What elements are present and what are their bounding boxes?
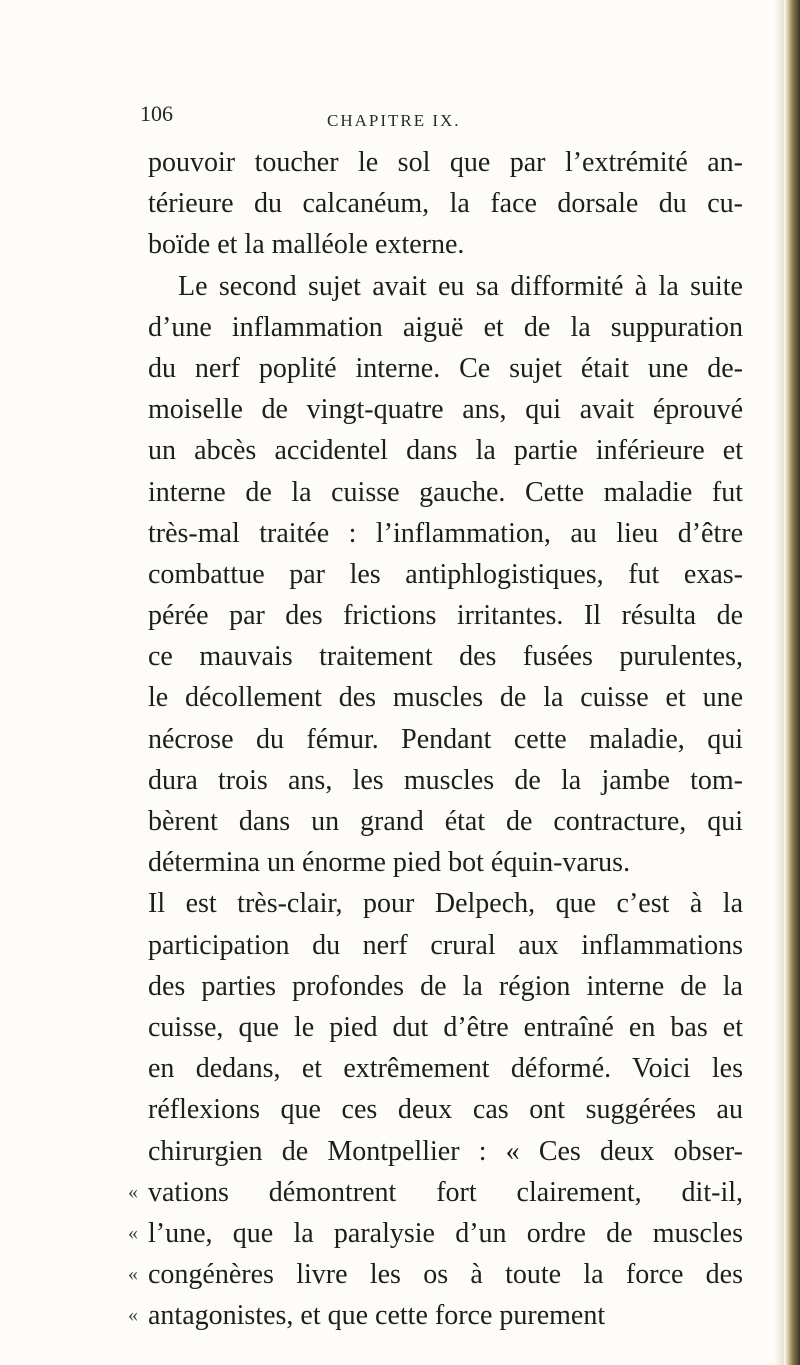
book-binding-edge (784, 0, 800, 1365)
text-line: du nerf poplité interne. Ce sujet était une de- (148, 352, 743, 384)
text-line: un abcès accidentel dans la partie inférieure et (148, 435, 743, 467)
text-line: détermina un énorme pied bot équin-varus. (148, 847, 631, 879)
body-text (128, 142, 743, 1336)
text-line: interne de la cuisse gauche. Cette maladie fut (148, 476, 743, 508)
running-head: CHAPITRE IX. (327, 111, 461, 130)
text-line: chirurgien de Montpellier : « Ces deux obser- (148, 1135, 743, 1167)
text-line: participation du nerf crural aux inflammations (148, 929, 743, 961)
quote-mark: « (128, 1221, 138, 1244)
text-line: le décollement des muscles de la cuisse et une (148, 682, 743, 714)
quote-mark: « (128, 1180, 138, 1203)
text-line-content: vations démontrent fort clairement, dit-il, (148, 1176, 743, 1208)
text-line: cuisse, que le pied dut d’être entraîné en bas et (148, 1011, 743, 1043)
text-line: en dedans, et extrêmement déformé. Voici les (148, 1053, 743, 1085)
text-line (128, 1295, 743, 1336)
text-line (128, 1254, 743, 1295)
text-line: bèrent dans un grand état de contracture, qui (148, 806, 743, 837)
text-line: térieure du calcanéum, la face dorsale du cu- (148, 188, 743, 220)
page-gutter-shadow (774, 0, 784, 1365)
text-line: très-mal traitée : l’inflammation, au lieu d’être (148, 517, 743, 549)
page-number: 106 (140, 101, 173, 126)
text-line: réflexions que ces deux cas ont suggérées au (148, 1094, 743, 1126)
text-line: pouvoir toucher le sol que par l’extrémité an- (148, 147, 743, 178)
text-line-content: congénères livre les os à toute la force des (148, 1259, 743, 1291)
text-line: ce mauvais traitement des fusées purulentes, (148, 641, 743, 673)
text-line: des parties profondes de la région interne de la (148, 970, 743, 1002)
quote-mark: « (128, 1263, 138, 1286)
text-line: combattue par les antiphlogistiques, fut exas- (148, 558, 743, 590)
text-line (128, 1213, 743, 1254)
text-line-content: l’une, que la paralysie d’un ordre de muscles (148, 1217, 743, 1249)
text-line: moiselle de vingt-quatre ans, qui avait éprouvé (148, 394, 743, 426)
text-line (128, 1172, 743, 1213)
text-line: d’une inflammation aiguë et de la suppuration (148, 311, 743, 343)
text-line: nécrose du fémur. Pendant cette maladie, qui (148, 723, 743, 755)
quote-mark: « (128, 1304, 138, 1327)
text-line: Il est très-clair, pour Delpech, que c’est à la (148, 888, 743, 920)
text-line: boïde et la malléole externe. (148, 229, 465, 261)
text-line: Le second sujet avait eu sa difformité à la suite (178, 270, 743, 302)
text-line: dura trois ans, les muscles de la jambe tom- (148, 764, 743, 796)
text-line-content: antagonistes, et que cette force purement (148, 1300, 606, 1332)
text-line: pérée par des frictions irritantes. Il résulta de (148, 600, 743, 632)
